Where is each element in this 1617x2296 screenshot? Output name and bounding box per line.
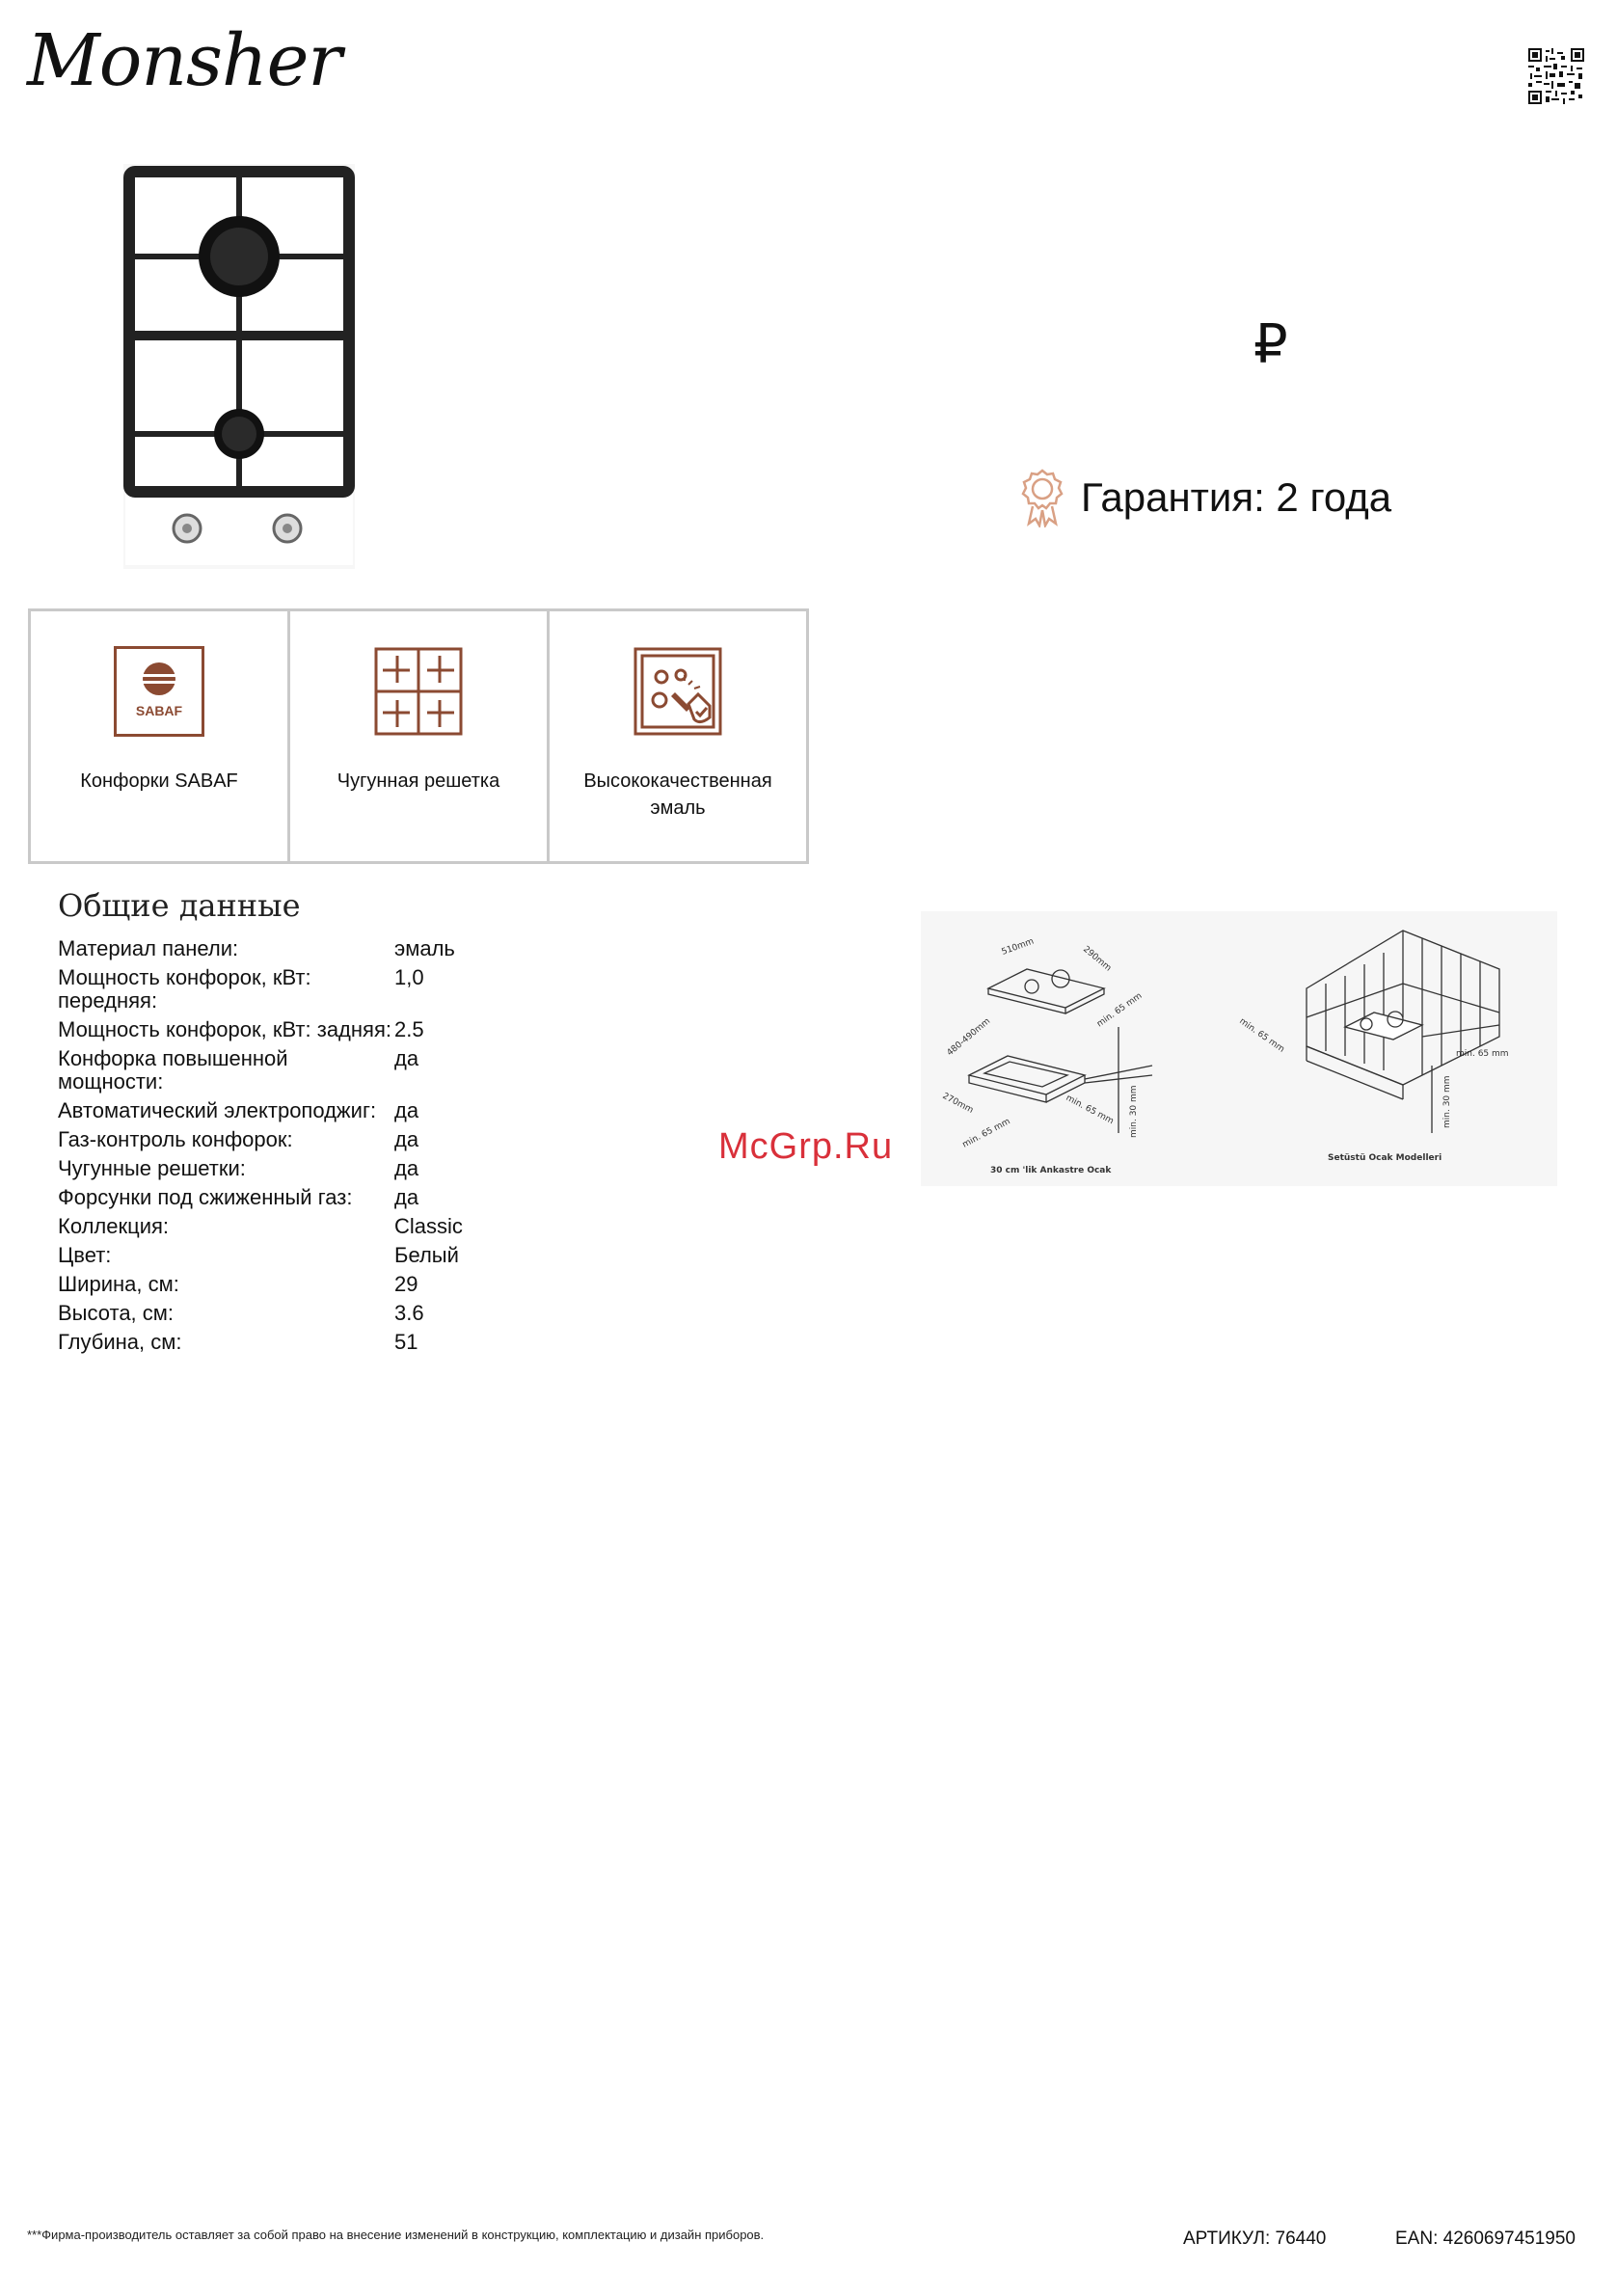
price-currency: ₽ [1253,313,1288,376]
spec-row [58,1018,540,1047]
feature-label-sabaf: Конфорки SABAF [80,770,238,792]
feature-label-enamel: Высококачественная эмаль [583,770,772,819]
spec-row [58,966,540,1018]
spec-key: Автоматический электроподжиг: [58,1098,377,1122]
spec-key: Конфорка повышенной мощности: [58,1046,288,1094]
spec-key: Материал панели: [58,936,239,960]
specs-table [58,937,540,1360]
spec-value: 51 [394,1330,418,1354]
sabaf-logo-text: SABAF [135,703,183,718]
spec-value: эмаль [394,936,455,960]
dim-top-width: 510mm [1000,936,1036,958]
warranty-badge-icon [1017,468,1067,527]
brand-logo: Monsher [27,19,341,102]
dim-min65-b: min. 65 mm [1064,1093,1116,1127]
footer-article: АРТИКУЛ: 76440 [1183,2228,1327,2249]
spec-row [58,1047,540,1099]
spec-value: 1,0 [394,965,424,989]
cast-iron-grate-icon [373,646,464,737]
caption-built-in: 30 cm 'lik Ankastre Ocak [990,1166,1112,1175]
spec-value: 29 [394,1272,418,1296]
product-image-hob [123,164,355,569]
dim-min30-a: min. 30 mm [1129,1085,1139,1138]
spec-row [58,1157,540,1186]
dim-cut-depth: 270mm [940,1091,975,1116]
sabaf-logo-icon [114,646,204,737]
spec-value: да [394,1098,419,1122]
spec-key: Чугунные решетки: [58,1156,246,1180]
spec-key: Мощность конфорок, кВт: передняя: [58,965,311,1013]
spec-row [58,1128,540,1157]
dim-min65-c: min. 65 mm [960,1117,1012,1150]
spec-value: да [394,1185,419,1209]
spec-key: Ширина, см: [58,1272,179,1296]
spec-value: Белый [394,1243,459,1267]
spec-value: да [394,1046,419,1070]
feature-label-grate: Чугунная решетка [337,770,500,792]
feature-grate [290,611,550,861]
spec-key: Глубина, см: [58,1330,182,1354]
dim-min65-a: min. 65 mm [1094,990,1145,1030]
enamel-quality-icon [633,646,723,737]
footer-disclaimer: ***Фирма-производитель оставляет за собой право на внесение изменений в конструкцию, комплектацию и дизайн приборов. [27,2228,765,2242]
spec-row [58,1215,540,1244]
spec-value: Classic [394,1214,463,1238]
installation-diagram [921,911,1557,1186]
spec-row [58,1099,540,1128]
spec-value: 3.6 [394,1301,424,1325]
spec-value: да [394,1127,419,1151]
watermark: McGrp.Ru [718,1126,894,1167]
spec-key: Газ-контроль конфорок: [58,1127,293,1151]
features-panel [28,608,809,864]
caption-top-hob: Setüstü Ocak Modelleri [1328,1153,1442,1163]
dim-top-depth: 290mm [1081,944,1114,974]
dim-min30-b: min. 30 mm [1442,1075,1452,1128]
warranty-block [1017,468,1391,527]
specs-title: Общие данные [58,887,301,924]
spec-key: Цвет: [58,1243,112,1267]
dim-cut-width: 480-490mm [945,1016,993,1059]
spec-key: Мощность конфорок, кВт: задняя: [58,1017,391,1041]
spec-value: да [394,1156,419,1180]
spec-key: Коллекция: [58,1214,170,1238]
spec-row [58,1244,540,1273]
qr-code [1528,48,1584,104]
spec-key: Форсунки под сжиженный газ: [58,1185,353,1209]
spec-value: 2.5 [394,1017,424,1041]
dim-min65-d: min. 65 mm [1237,1016,1286,1055]
feature-sabaf [31,611,290,861]
spec-row [58,1273,540,1302]
feature-enamel [550,611,806,861]
spec-row [58,937,540,966]
spec-row [58,1331,540,1360]
spec-row [58,1186,540,1215]
warranty-text: Гарантия: 2 года [1081,474,1392,520]
spec-row [58,1302,540,1331]
footer-ean: EAN: 4260697451950 [1395,2228,1576,2249]
dim-min65-e: min. 65 mm [1456,1049,1509,1059]
spec-key: Высота, см: [58,1301,175,1325]
